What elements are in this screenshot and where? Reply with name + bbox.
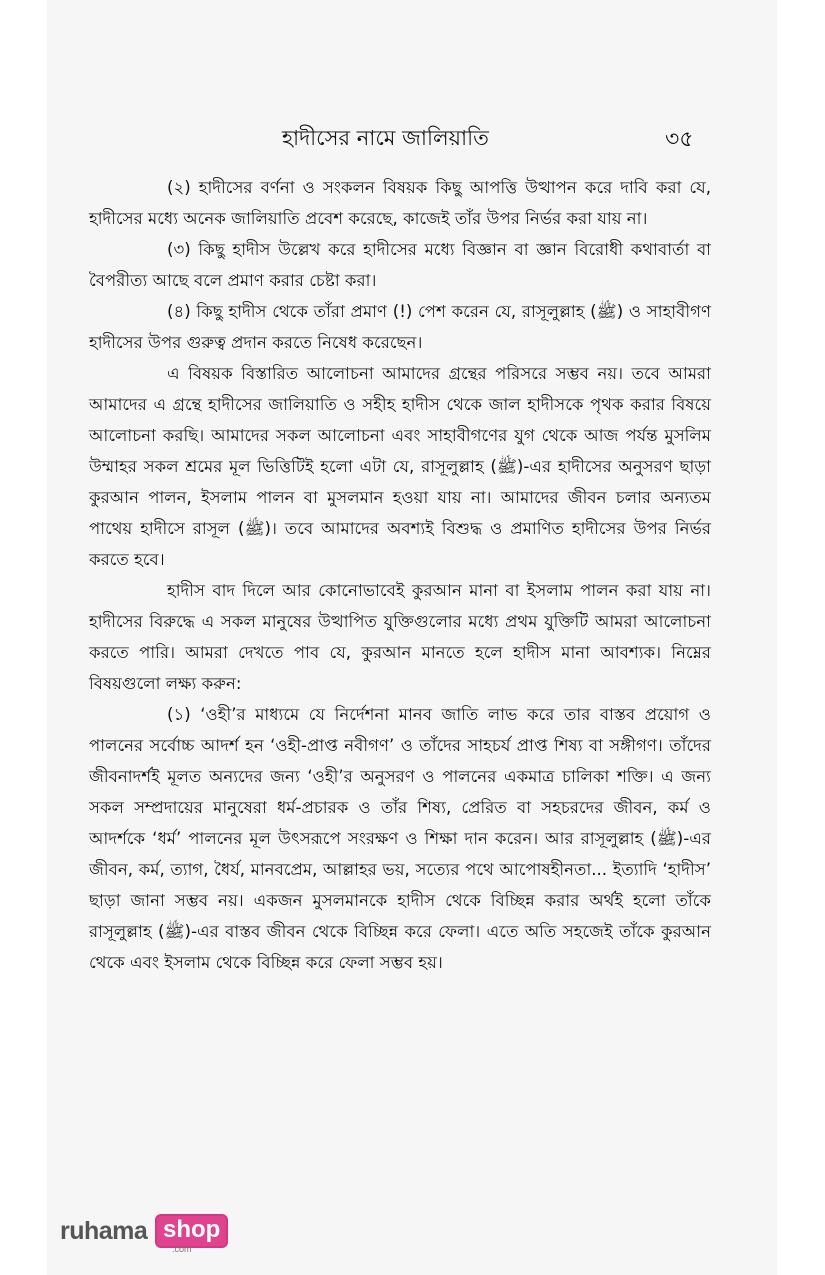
logo-domain: .com — [172, 1244, 192, 1254]
page-number: ৩৫ — [665, 127, 694, 152]
paragraph-quran-hadith: হাদীস বাদ দিলে আর কোনোভাবেই কুরআন মানা বা ইসলাম পালন করা যায় না। হাদীসের বিরুদ্ধে এ সকল মানুষের উত্থাপিত যুক্তিগুলোর মধ্যে প্রথম যুক্তিটি আমরা আলোচনা করতে পারি। আমরা দেখতে পাব যে, কুরআন মানতে হলে হাদীস মানা আবশ্যক। নিম্নের বিষয়গুলো লক্ষ্য করুন: — [89, 581, 711, 693]
page-header — [0, 122, 825, 162]
logo-text-ruhama: ruhama — [60, 1217, 148, 1245]
paragraph-point-1: (১) ‘ওহী’র মাধ্যমে যে নির্দেশনা মানব জাতি লাভ করে তার বাস্তব প্রয়োগ ও পালনের সর্বোচ্চ আদর্শ হন ‘ওহী-প্রাপ্ত নবীগণ’ ও তাঁদের সাহচর্য প্রাপ্ত শিষ্য বা সঙ্গীগণ। তাঁদের জীবনাদর্শই মূলত অন্যদের জন্য ‘ওহী’র অনুসরণ ও পালনের একমাত্র চালিকা শক্তি। এ জন্য সকল সম্প্রদায়ের মানুষেরা ধর্ম-প্রচারক ও তাঁর শিষ্য, প্রেরিত বা সহচরদের জীবন, কর্ম ও আদর্শকে ‘ধর্ম’ পালনের মূল উৎসরূপে সংরক্ষণ ও শিক্ষা দান করেন। আর রাসূলুল্লাহ (ﷺ)-এর জীবন, কর্ম, ত্যাগ, ধৈর্য, মানবপ্রেম, আল্লাহর ভয়, সত্যের পথে আপোষহীনতা... ইত্যাদি ‘হাদীস’ ছাড়া জানা সম্ভব নয়। একজন মুসলমানকে হাদীস থেকে বিচ্ছিন্ন করার অর্থই হলো তাঁকে রাসূলুল্লাহ (ﷺ)-এর বাস্তব জীবন থেকে বিচ্ছিন্ন করে ফেলা। এতে অতি সহজেই তাঁকে কুরআন থেকে এবং ইসলাম থেকে বিচ্ছিন্ন করে ফেলা সম্ভব হয়। — [89, 705, 711, 972]
paragraph-objection-2: (২) হাদীসের বর্ণনা ও সংকলন বিষয়ক কিছু আপত্তি উত্থাপন করে দাবি করা যে, হাদীসের মধ্যে অনেক জালিয়াতি প্রবেশ করেছে, কাজেই তাঁর উপর নির্ভর করা যায় না। — [89, 178, 711, 228]
body-text — [89, 172, 711, 978]
paragraph-objection-4: (৪) কিছু হাদীস থেকে তাঁরা প্রমাণ (!) পেশ করেন যে, রাসূলুল্লাহ (ﷺ) ও সাহাবীগণ হাদীসের উপর গুরুত্ব প্রদান করতে নিষেধ করেছেন। — [89, 302, 712, 352]
logo-text-shop: shop — [155, 1214, 228, 1248]
paragraph-discussion: এ বিষয়ক বিস্তারিত আলোচনা আমাদের গ্রন্থের পরিসরে সম্ভব নয়। তবে আমরা আমাদের এ গ্রন্থে হাদীসের জালিয়াতি ও সহীহ হাদীস থেকে জাল হাদীসকে পৃথক করার বিষয়ে আলোচনা করছি। আমাদের সকল আলোচনা এবং সাহাবীগণের যুগ থেকে আজ পর্যন্ত মুসলিম উম্মাহর সকল শ্রমের মূল ভিত্তিটিই হলো এটা যে, রাসূলুল্লাহ (ﷺ)-এর হাদীসের অনুসরণ ছাড়া কুরআন পালন, ইসলাম পালন বা মুসলমান হওয়া যায় না। আমাদের জীবন চলার অন্যতম পাথেয় হাদীসে রাসূল (ﷺ)। তবে আমাদের অবশ্যই বিশুদ্ধ ও প্রমাণিত হাদীসের উপর নির্ভর করতে হবে। — [89, 364, 711, 569]
running-title: হাদীসের নামে জালিয়াতি — [282, 126, 489, 150]
paragraph-objection-3: (৩) কিছু হাদীস উল্লেখ করে হাদীসের মধ্যে বিজ্ঞান বা জ্ঞান বিরোধী কথাবার্তা বা বৈপরীত্য আছে বলে প্রমাণ করার চেষ্টা করা। — [89, 240, 711, 290]
